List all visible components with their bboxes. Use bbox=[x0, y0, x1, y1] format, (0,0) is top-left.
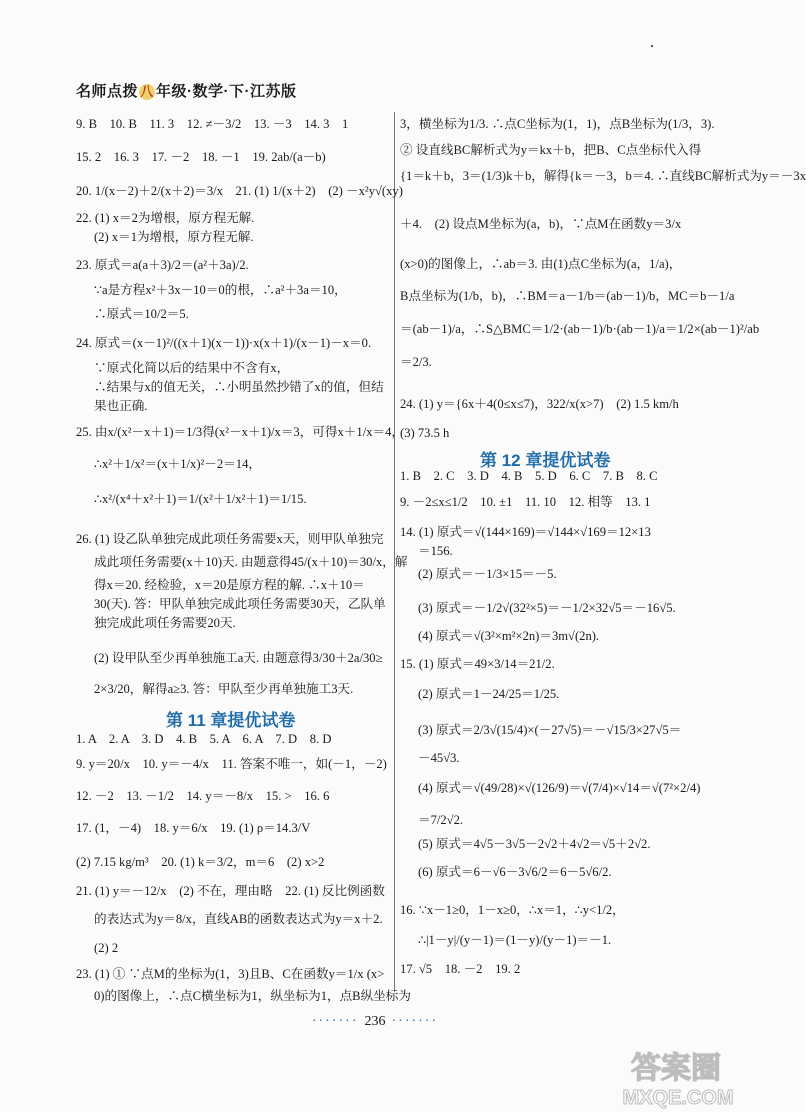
answer-line: {1＝k＋b，3＝(1/3)k＋b，解得{k＝－3，b＝4. ∴直线BC解析式为y＝－3x bbox=[400, 169, 806, 183]
answer-line: 3，横坐标为1/3. ∴点C坐标为(1，1)，点B坐标为(1/3，3). bbox=[400, 117, 715, 131]
answer-line: 2×3/20，解得a≥3. 答：甲队至少再单独施工3天. bbox=[94, 682, 354, 696]
answer-line: (4) 原式＝√(49/28)×√(126/9)＝√(7/4)×√14＝√(7²×2/4) bbox=[418, 781, 701, 795]
answer-line: (5) 原式＝4√5－3√5－2√2＋4√2＝√5＋2√2. bbox=[418, 837, 651, 851]
section-title-chapter-12: 第 12 章提优试卷 bbox=[480, 451, 611, 470]
answer-line: 12. －2 13. －1/2 14. y＝－8/x 15. > 16. 6 bbox=[76, 789, 330, 803]
answer-line: (3) 原式＝－1/2√(32²×5)＝－1/2×32√5＝－16√5. bbox=[418, 601, 676, 615]
answer-line: 0)的图像上，∴点C横坐标为1，纵坐标为1，点B纵坐标为 bbox=[94, 989, 411, 1003]
answer-line: 23. 原式＝a(a＋3)/2＝(a²＋3a)/2. bbox=[76, 258, 249, 272]
section-title-chapter-11: 第 11 章提优试卷 bbox=[166, 711, 296, 730]
answer-line: ＝156. bbox=[418, 544, 453, 558]
answer-line: 16. ∵x－1≥0，1－x≥0，∴x＝1，∴y<1/2， bbox=[400, 903, 625, 917]
answer-line: (6) 原式＝6－√6－3√6/2＝6－5√6/2. bbox=[418, 865, 612, 879]
answer-line: 22. (1) x＝2为增根，原方程无解. bbox=[76, 211, 255, 225]
answer-line: 26. (1) 设乙队单独完成此项任务需要x天，则甲队单独完 bbox=[76, 532, 384, 546]
column-divider bbox=[394, 112, 395, 992]
header-suffix: 年级·数学·下·江苏版 bbox=[156, 83, 297, 100]
watermark-logo-icon bbox=[606, 1040, 746, 1110]
answer-line: ∴x²/(x⁴＋x²＋1)＝1/(x²＋1/x²＋1)＝1/15. bbox=[94, 492, 307, 506]
answer-line: 17. √5 18. －2 19. 2 bbox=[400, 962, 521, 976]
answer-line: (2) 原式＝1－24/25＝1/25. bbox=[418, 687, 560, 701]
answer-line: ＝7/2√2. bbox=[418, 813, 464, 827]
answer-line: 24. 原式＝(x－1)²/((x＋1)(x－1))·x(x＋1)/(x－1)－x＝0. bbox=[76, 336, 372, 350]
answer-line: (2) x＝1为增根，原方程无解. bbox=[94, 230, 254, 244]
answer-line: 1. A 2. A 3. D 4. B 5. A 6. A 7. D 8. D bbox=[76, 732, 332, 746]
answer-line: (x>0)的图像上，∴ab＝3. 由(1)点C坐标为(a，1/a)， bbox=[400, 257, 682, 271]
answer-line: ∵a是方程x²＋3x－10＝0的根，∴a²＋3a＝10， bbox=[94, 283, 347, 297]
answer-line: 14. (1) 原式＝√(144×169)＝√144×√169＝12×13 bbox=[400, 525, 651, 539]
watermark-site: MXQE.COM bbox=[622, 1087, 734, 1109]
footer-dots-right: ······· bbox=[391, 1014, 439, 1029]
answer-line: 24. (1) y＝{6x＋4(0≤x≤7)，322/x(x>7) (2) 1.5 km/h bbox=[400, 397, 679, 411]
answer-line: (2) 2 bbox=[94, 941, 119, 955]
answer-line: (2) 原式＝－1/3×15＝－5. bbox=[418, 567, 557, 581]
footer-dots-left: ······· bbox=[311, 1014, 359, 1029]
answer-line: ∴|1－y|/(y－1)＝(1－y)/(y－1)＝－1. bbox=[418, 933, 612, 947]
answer-line: (3) 73.5 h bbox=[400, 426, 450, 440]
answer-line: (2) 设甲队至少再单独施工a天. 由题意得3/30＋2a/30≥ bbox=[94, 651, 383, 665]
answer-line: ＝(ab－1)/a，∴S△BMC＝1/2·(ab－1)/b·(ab－1)/a＝1/2×(ab－1)²/ab bbox=[400, 322, 760, 336]
answer-line: (3) 原式＝2/3√(15/4)×(－27√5)＝－√15/3×27√5＝ bbox=[418, 723, 682, 737]
answer-line: (2) 7.15 kg/m³ 20. (1) k＝3/2，m＝6 (2) x>2 bbox=[76, 855, 325, 869]
answer-line: 23. (1) ① ∵点M的坐标为(1，3)且B、C在函数y＝1/x (x> bbox=[76, 967, 385, 981]
answer-line: 9. B 10. B 11. 3 12. ≠－3/2 13. －3 14. 3 1 bbox=[76, 117, 349, 131]
answer-line: ② 设直线BC解析式为y＝kx＋b，把B、C点坐标代入得 bbox=[400, 143, 702, 157]
answer-line: 21. (1) y＝－12/x (2) 不在，理由略 22. (1) 反比例函数 bbox=[76, 884, 385, 898]
answer-line: 1. B 2. C 3. D 4. B 5. D 6. C 7. B 8. C bbox=[400, 469, 658, 483]
answer-line: ∴x²＋1/x²＝(x＋1/x)²－2＝14， bbox=[94, 457, 261, 471]
answer-line: (4) 原式＝√(3²×m²×2n)＝3m√(2n). bbox=[418, 629, 600, 643]
header-prefix: 名师点拨 bbox=[76, 83, 139, 100]
answer-line: 成此项任务需要(x＋10)天. 由题意得45/(x＋10)＝30/x，解 bbox=[94, 555, 408, 569]
answer-line: 独完成此项任务需要20天. bbox=[94, 616, 236, 630]
corner-mark bbox=[651, 45, 653, 47]
answer-line: 的表达式为y＝8/x，直线AB的函数表达式为y＝x＋2. bbox=[94, 912, 383, 926]
answer-line: B点坐标为(1/b，b)，∴BM＝a－1/b＝(ab－1)/b，MC＝b－1/a bbox=[400, 289, 735, 303]
answer-line: ＋4. (2) 设点M坐标为(a，b)，∵点M在函数y＝3/x bbox=[400, 217, 682, 231]
answer-line: 25. 由x/(x²－x＋1)＝1/3得(x²－x＋1)/x＝3，可得x＋1/x＝4， bbox=[76, 425, 404, 439]
watermark-main: 答案圈 bbox=[631, 1052, 721, 1085]
running-header bbox=[76, 80, 297, 101]
answer-line: ∴结果与x的值无关，∴小明虽然抄错了x的值，但结 bbox=[94, 380, 384, 394]
page-footer bbox=[0, 1014, 750, 1030]
answer-line: 9. y＝20/x 10. y＝－4/x 11. 答案不唯一，如(－1，－2) bbox=[76, 757, 387, 771]
grade-badge-icon: 八 bbox=[140, 84, 154, 99]
page-number: 236 bbox=[364, 1014, 386, 1029]
answer-line: 20. 1/(x－2)＋2/(x＋2)＝3/x 21. (1) 1/(x＋2) (2) －x²y√(xy) bbox=[76, 184, 403, 198]
answer-line: 得x＝20. 经检验，x＝20是原方程的解. ∴x＋10＝ bbox=[94, 578, 365, 592]
answer-line: 15. 2 16. 3 17. －2 18. －1 19. 2ab/(a－b) bbox=[76, 150, 326, 164]
answer-line: 果也正确. bbox=[94, 399, 148, 413]
answer-line: －45√3. bbox=[418, 751, 460, 765]
answer-line: 15. (1) 原式＝49×3/14＝21/2. bbox=[400, 657, 555, 671]
answer-line: ∵原式化简以后的结果中不含有x， bbox=[94, 361, 290, 375]
answer-line: 30(天). 答：甲队单独完成此项任务需要30天，乙队单 bbox=[94, 597, 386, 611]
answer-line: ∴原式＝10/2＝5. bbox=[94, 307, 189, 321]
answer-line: ＝2/3. bbox=[400, 355, 432, 369]
answer-line: 17. (1，－4) 18. y＝6/x 19. (1) ρ＝14.3/V bbox=[76, 821, 311, 835]
answer-line: 9. －2≤x≤1/2 10. ±1 11. 10 12. 相等 13. 1 bbox=[400, 495, 651, 509]
